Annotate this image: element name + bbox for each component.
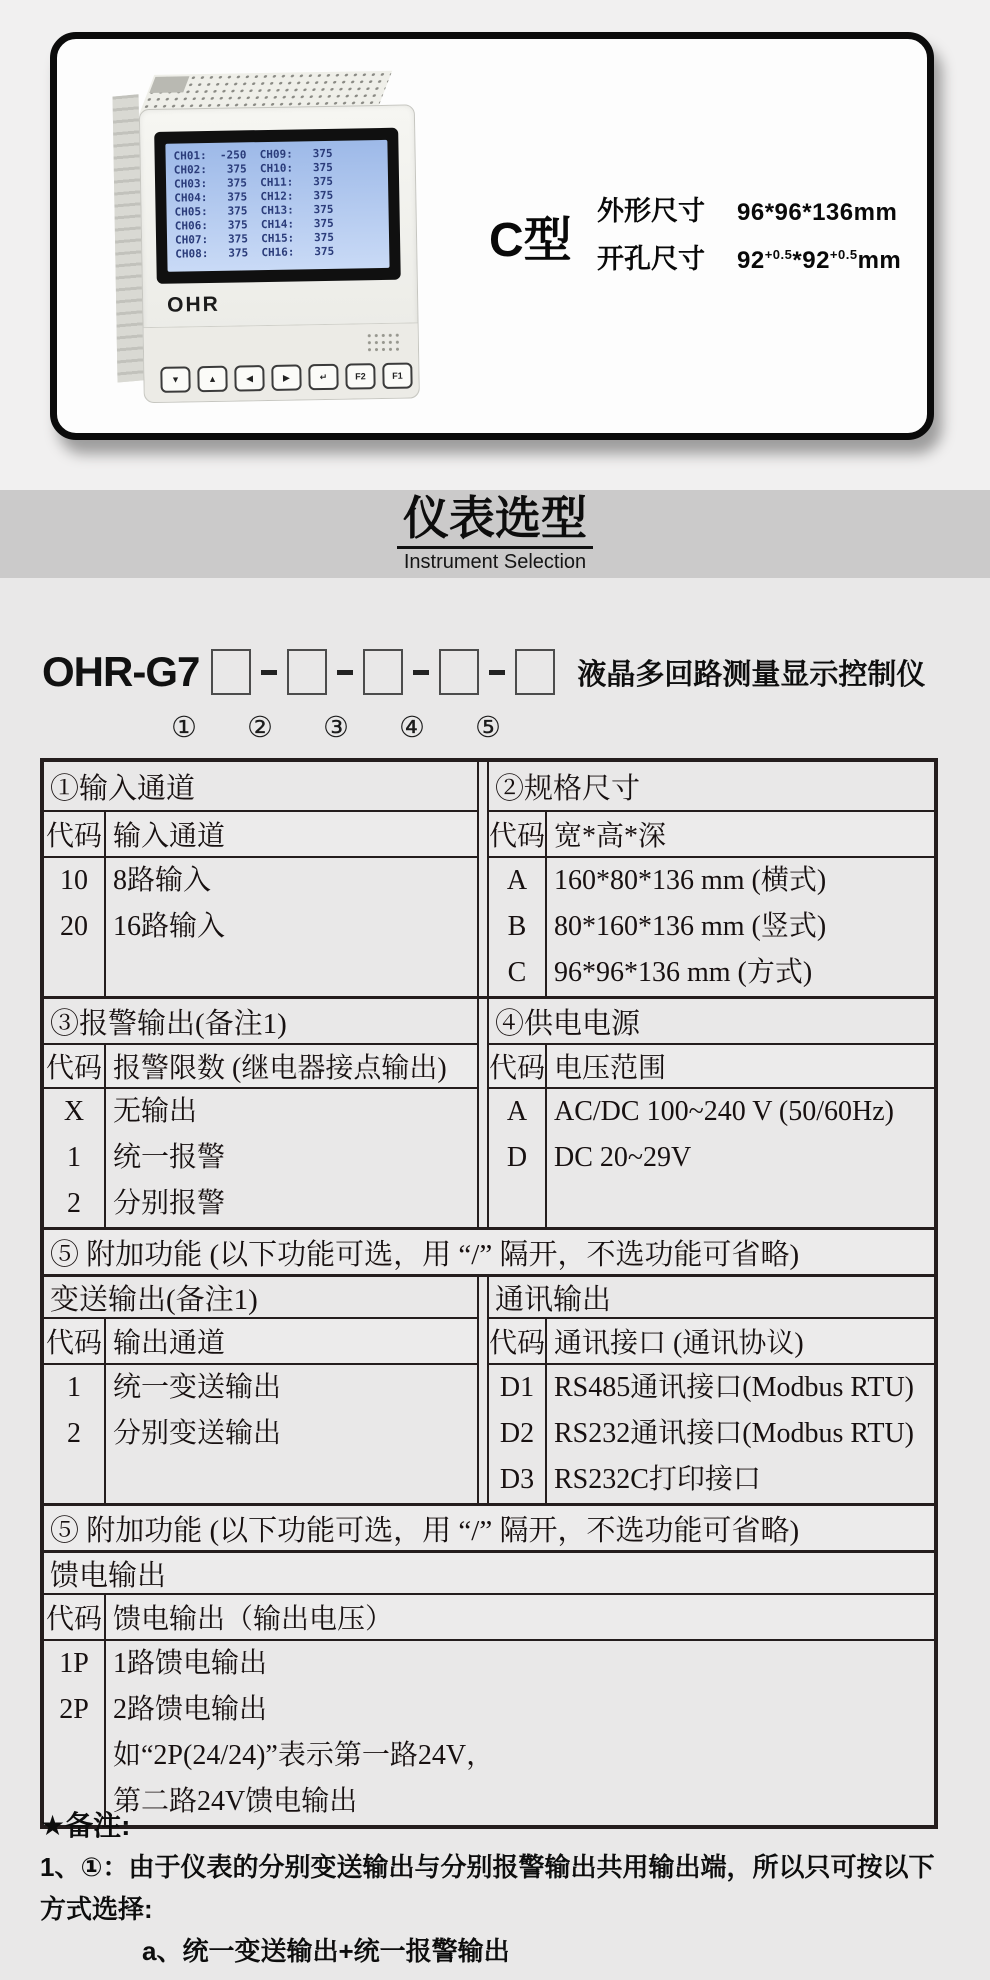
code-header: 代码: [44, 1319, 106, 1363]
column-headers: [489, 810, 934, 858]
band-feed-output: [44, 1550, 934, 1825]
section-title: 通讯输出: [495, 1283, 612, 1316]
position-1: ①: [171, 712, 197, 744]
instrument-top-connector: [149, 76, 189, 93]
brand-logo: OHR: [166, 292, 221, 317]
desc-column: [106, 1365, 477, 1503]
code-cell: C: [507, 957, 527, 988]
section-title: ④供电电源: [495, 1007, 641, 1040]
desc-cell: 如“2P(24/24)”表示第一路24V，: [113, 1740, 495, 1771]
code-cell: A: [506, 865, 528, 896]
desc-header: 宽*高*深: [554, 821, 667, 852]
lcd-row: CH02: 375 CH10: 375: [173, 160, 333, 177]
desc-cell: 统一变送输出: [113, 1372, 282, 1403]
desc-column: [547, 858, 934, 996]
code-cell: D1: [499, 1372, 535, 1403]
column-headers: [44, 1043, 477, 1089]
code-column: [489, 858, 547, 996]
data-rows: [489, 1365, 934, 1503]
section-title: ③报警输出(备注1): [50, 1007, 287, 1040]
model-prefix: OHR-G7: [42, 648, 200, 695]
selection-table: [40, 758, 938, 1829]
code-slot-2: [287, 649, 327, 695]
column-divider: [477, 762, 489, 996]
desc-cell: 分别报警: [113, 1188, 226, 1219]
instrument-lower-panel: [144, 322, 419, 402]
remark-line-2: 方式选择:: [40, 1894, 153, 1924]
cutout-dimension-value: $92^{+0.5}*92^{+0.5}mm$: [737, 247, 902, 274]
desc-cell: RS232通讯接口(Modbus RTU): [554, 1418, 915, 1449]
desc-header: 输入通道: [113, 821, 226, 852]
position-3: ③: [323, 712, 349, 744]
desc-cell: DC 20~29V: [554, 1142, 692, 1173]
section-banner: [0, 490, 990, 578]
code-column: [44, 1089, 106, 1227]
code-header: 代码: [489, 812, 547, 856]
code-cell: 2P: [59, 1694, 89, 1725]
lcd-row: CH08: 375 CH16: 375: [175, 244, 335, 261]
code-cell: 2: [67, 1418, 81, 1449]
outer-dimension-row: [597, 189, 901, 228]
model-code-line: [42, 648, 954, 696]
code-position-numbers: [166, 710, 954, 745]
data-rows: [44, 858, 477, 996]
band-input-size: [44, 762, 934, 996]
code-cell: A: [506, 1096, 528, 1127]
desc-cell: 96*96*136 mm (方式): [554, 957, 813, 988]
lcd-row: CH07: 375 CH15: 375: [174, 230, 335, 247]
section-subtitle: Instrument Selection: [403, 550, 587, 573]
desc-header: 输出通道: [113, 1328, 226, 1359]
code-header: 代码: [489, 1045, 547, 1087]
speaker-grid: [366, 332, 402, 355]
data-rows: [489, 1089, 934, 1227]
column-headers: [489, 1317, 934, 1365]
desc-cell: AC/DC 100~240 V (50/60Hz): [554, 1096, 895, 1127]
code-header: 代码: [489, 1319, 547, 1363]
dash-separator: [413, 670, 429, 675]
column-headers: [489, 1043, 934, 1089]
product-photo-frame: [50, 32, 934, 440]
section-title: 变送输出(备注1): [50, 1283, 258, 1316]
section-title: 馈电输出: [44, 1553, 934, 1593]
code-cell: D3: [499, 1464, 535, 1495]
desc-cell: 第二路24V馈电输出: [113, 1786, 358, 1817]
code-cell: D: [506, 1142, 528, 1173]
instrument-photo: [112, 70, 420, 401]
lcd-row: CH04: 375 CH12: 375: [174, 188, 334, 205]
extra-functions-row: ⑤ 附加功能 (以下功能可选，用 “/” 隔开，不选功能可省略): [44, 1227, 934, 1274]
section-title: 仪表选型: [397, 494, 593, 548]
desc-cell: RS485通讯接口(Modbus RTU): [554, 1372, 915, 1403]
desc-header: 报警限数 (继电器接点输出): [113, 1053, 447, 1084]
code-header: 代码: [44, 812, 106, 856]
code-header: 代码: [44, 1595, 106, 1639]
position-5: ⑤: [475, 712, 501, 744]
column-divider: [477, 999, 489, 1227]
model-code-block: [42, 648, 954, 745]
button-row: [160, 362, 412, 392]
f2-button: F2: [345, 363, 375, 390]
desc-cell: 统一报警: [113, 1142, 226, 1173]
section-transmit-output: [44, 1277, 477, 1503]
code-cell: [44, 1733, 104, 1779]
up-arrow-button: ▲: [197, 366, 227, 393]
code-cell: 1P: [59, 1648, 89, 1679]
section-power-supply: [489, 999, 934, 1227]
desc-cell: 8路输入: [113, 865, 212, 896]
data-rows: [44, 1641, 934, 1825]
extra-functions-row: ⑤ 附加功能 (以下功能可选，用 “/” 隔开，不选功能可省略): [44, 1503, 934, 1550]
band-alarm-power: [44, 996, 934, 1227]
model-description: 液晶多回路测量显示控制仪: [577, 658, 926, 691]
code-slot-4: [439, 649, 479, 695]
column-headers: [44, 1593, 934, 1641]
desc-cell: 80*160*136 mm (竖式): [554, 911, 827, 942]
code-header: 代码: [44, 1045, 106, 1087]
remark-line-3: a、统一变送输出+统一报警输出: [142, 1936, 510, 1966]
dash-separator: [261, 670, 277, 675]
desc-header: 馈电输出（输出电压）: [113, 1604, 394, 1635]
remark-line-1: 1、①：由于仪表的分别变送输出与分别报警输出共用输出端，所以只可按以下: [40, 1852, 935, 1882]
code-column: [489, 1365, 547, 1503]
cutout-dimension-label: 开孔尺寸: [597, 244, 705, 274]
desc-column: [106, 858, 477, 996]
cutout-dimension-row: [597, 237, 901, 276]
desc-cell: 无输出: [113, 1096, 198, 1127]
type-label: C型: [489, 214, 572, 267]
code-cell: X: [63, 1096, 85, 1127]
code-slot-5: [515, 649, 555, 695]
lcd-bezel: [154, 128, 401, 284]
desc-column: [547, 1089, 934, 1227]
section-title: ②规格尺寸: [495, 772, 641, 805]
desc-cell: 160*80*136 mm (横式): [554, 865, 827, 896]
code-cell: 20: [60, 911, 88, 942]
column-headers: [44, 1317, 477, 1365]
down-arrow-button: ▼: [160, 366, 190, 393]
code-cell: 1: [67, 1372, 81, 1403]
code-column: [489, 1089, 547, 1227]
section-alarm-output: [44, 999, 477, 1227]
code-cell: 10: [60, 865, 88, 896]
desc-header: 通讯接口 (通讯协议): [554, 1328, 804, 1359]
lcd-row: CH05: 375 CH13: 375: [174, 202, 334, 219]
desc-header: 电压范围: [554, 1053, 667, 1084]
column-divider: [477, 1277, 489, 1503]
code-cell: D2: [499, 1418, 535, 1449]
f1-button: F1: [382, 362, 412, 389]
code-cell: 2: [67, 1188, 81, 1219]
position-2: ②: [247, 712, 273, 744]
code-slot-3: [363, 649, 403, 695]
desc-cell: 2路馈电输出: [113, 1694, 268, 1725]
outer-dimension-label: 外形尺寸: [597, 196, 705, 226]
lcd-row: CH01: -250 CH09: 375: [173, 146, 333, 163]
code-column: [44, 1365, 106, 1503]
desc-column: [547, 1365, 934, 1503]
band-transmit-comm: [44, 1274, 934, 1503]
desc-cell: RS232C打印接口: [554, 1464, 761, 1495]
desc-column: [106, 1089, 477, 1227]
outer-dimension-value: 96*96*136mm: [737, 199, 898, 226]
lcd-row: CH06: 375 CH14: 375: [174, 216, 334, 233]
dash-separator: [489, 670, 505, 675]
data-rows: [44, 1089, 477, 1227]
desc-column: [106, 1641, 934, 1825]
position-4: ④: [399, 712, 425, 744]
lcd-row: CH03: 375 CH11: 375: [173, 174, 334, 191]
data-rows: [44, 1365, 477, 1503]
section-title: ①输入通道: [50, 772, 196, 805]
code-cell: B: [507, 911, 527, 942]
section-input-channels: [44, 762, 477, 996]
code-slot-1: [211, 649, 251, 695]
desc-cell: 分别变送输出: [113, 1418, 282, 1449]
column-headers: [44, 810, 477, 858]
desc-cell: 16路输入: [113, 911, 226, 942]
code-column: [44, 1641, 106, 1825]
lcd-screen: [165, 140, 389, 272]
remarks-block: [40, 1806, 954, 1972]
code-column: [44, 858, 106, 996]
right-arrow-button: ▶: [271, 364, 301, 391]
data-rows: [489, 858, 934, 996]
dash-separator: [337, 670, 353, 675]
enter-button: ↵: [308, 364, 338, 391]
section-dimensions: [489, 762, 934, 996]
section-comm-output: [489, 1277, 934, 1503]
dimension-specs: [597, 189, 901, 276]
left-arrow-button: ◀: [234, 365, 264, 392]
desc-cell: 1路馈电输出: [113, 1648, 268, 1679]
code-cell: 1: [67, 1142, 81, 1173]
remarks-header: ★备注:: [40, 1810, 131, 1841]
instrument-front-panel: [139, 104, 420, 403]
